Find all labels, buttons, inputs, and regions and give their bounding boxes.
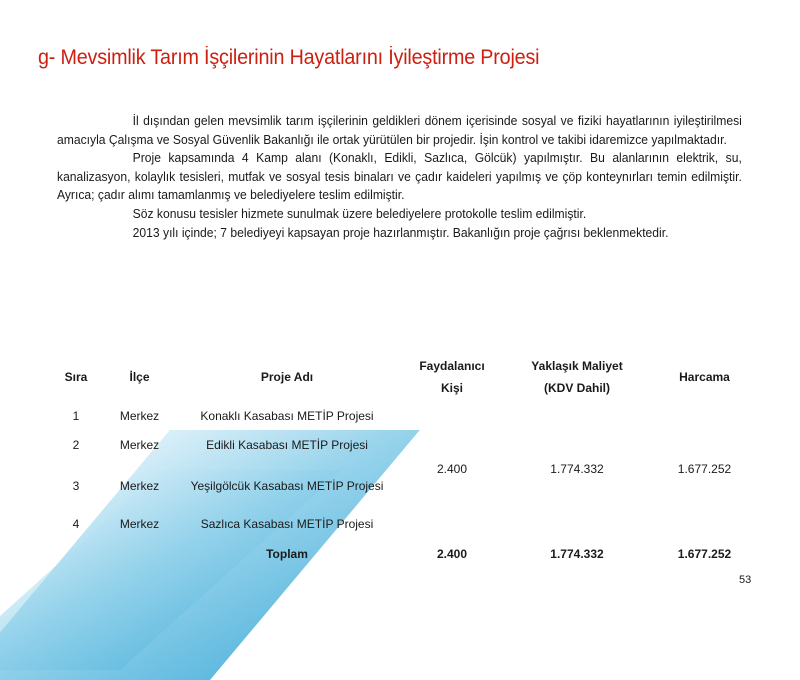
cell-ilce: Merkez (119, 438, 160, 452)
header-faydalanici (397, 352, 507, 402)
page-number: 53 (739, 574, 752, 586)
header-faydalanici-line1: Faydalanıcı (419, 359, 485, 373)
header-faydalanici-line2: Kişi (440, 381, 463, 395)
paragraph-2: Proje kapsamında 4 Kamp alanı (Konaklı, Edikli, Sazlıca, Gölcük) yapılmıştır. Bu alanlarının elektrik, su, kanalizasyon, kolaylık tesisleri, mutfak ve sosyal tesis binaları ve çadır kaideleri yapılmış ve çöp konteynırları temin edilmiştir. Ayrıca; çadır alımı tamamlanmış ve belediyelere teslim edilmiştir. (57, 151, 742, 203)
header-harcama: Harcama (679, 370, 730, 384)
total-faydalanici: 2.400 (436, 547, 468, 561)
project-table (50, 352, 762, 572)
cell-faydalanici-merged: 2.400 (436, 462, 468, 476)
table-header-row (50, 352, 762, 402)
body-text (57, 112, 742, 242)
total-harcama: 1.677.252 (677, 547, 732, 561)
cell-proje: Yeşilgölcük Kasabası METİP Projesi (190, 479, 384, 493)
slide-title: g- Mevsimlik Tarım İşçilerinin Hayatlarını İyileştirme Projesi (38, 46, 540, 69)
total-label: Toplam (266, 547, 308, 561)
cell-sira: 4 (72, 517, 80, 531)
cell-empty (102, 536, 177, 572)
cell-proje: Edikli Kasabası METİP Projesi (206, 438, 368, 452)
paragraph-1: İl dışından gelen mevsimlik tarım işçilerinin geldikleri dönem içerisinde sosyal ve fiziki hayatlarının iyileştirilmesi amacıyla Çalışma ve Sosyal Güvenlik Bakanlığı ile ortak yürütülen bir projedir. İşin kontrol ve takibi idaremizce yapılmaktadır. (57, 114, 742, 147)
header-maliyet (507, 352, 647, 402)
cell-ilce: Merkez (119, 409, 160, 423)
header-proje: Proje Adı (260, 370, 314, 384)
cell-sira: 1 (72, 409, 80, 423)
total-maliyet: 1.774.332 (550, 547, 604, 561)
cell-sira: 2 (72, 438, 80, 452)
paragraph-3: Söz konusu tesisler hizmete sunulmak üzere belediyelere protokolle teslim edilmiştir. (132, 206, 587, 221)
header-maliyet-line1: Yaklaşık Maliyet (531, 359, 623, 373)
table-total-row (50, 536, 762, 572)
cell-ilce: Merkez (119, 517, 160, 531)
cell-proje: Konaklı Kasabası METİP Projesi (200, 409, 374, 423)
cell-proje: Sazlıca Kasabası METİP Projesi (200, 517, 374, 531)
paragraph-4: 2013 yılı içinde; 7 belediyeyi kapsayan proje hazırlanmıştır. Bakanlığın proje çağrısı beklenmektedir. (132, 225, 669, 240)
cell-ilce: Merkez (119, 479, 160, 493)
header-ilce: İlçe (129, 370, 150, 384)
cell-sira: 3 (72, 479, 80, 493)
header-sira: Sıra (64, 370, 88, 384)
cell-maliyet-merged: 1.774.332 (550, 462, 604, 476)
table-row (50, 402, 762, 430)
cell-harcama-merged: 1.677.252 (677, 462, 732, 476)
cell-empty (50, 536, 102, 572)
header-maliyet-line2: (KDV Dahil) (544, 381, 610, 395)
